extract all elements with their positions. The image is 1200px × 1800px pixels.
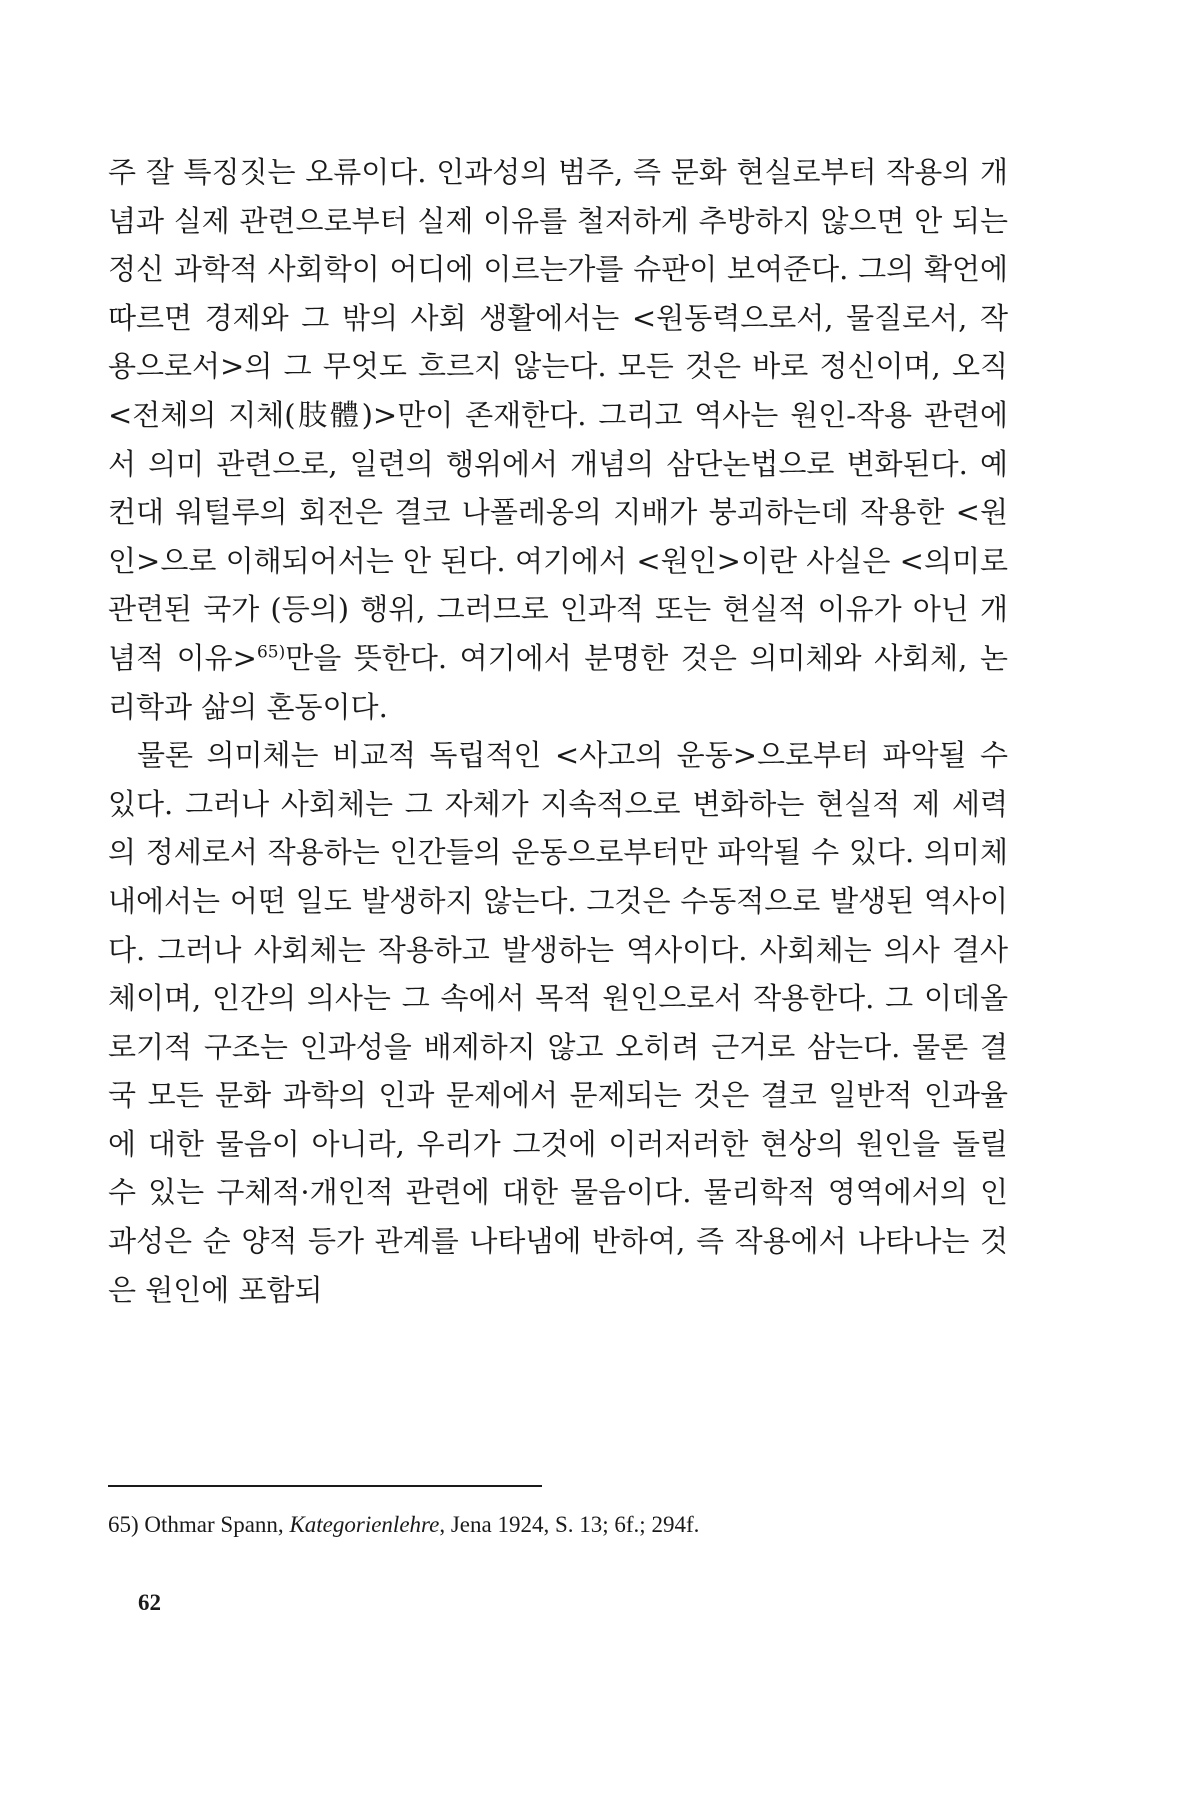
footnote-65 <box>108 1510 1008 1540</box>
footnote-number: 65) <box>108 1512 139 1537</box>
paragraph-1 <box>108 148 1008 731</box>
paragraph-1-text-continued: 만을 뜻한다. 여기에서 분명한 것은 의미체와 사회체, 논리학과 삶의 혼동이다. <box>108 640 1008 724</box>
footnote-details: , Jena 1924, S. 13; 6f.; 294f. <box>439 1512 700 1537</box>
footnote-divider <box>108 1485 542 1487</box>
footnote-title: Kategorienlehre <box>289 1512 440 1537</box>
footnote-reference[interactable]: 65) <box>256 642 286 663</box>
page-body <box>108 148 1008 1314</box>
paragraph-1-text: 주 잘 특징짓는 오류이다. 인과성의 범주, 즉 문화 현실로부터 작용의 개념과 실제 관련으로부터 실제 이유를 철저하게 추방하지 않으면 안 되는 정신 과학적 사회학이 어디에 이르는가를 슈판이 보여준다. 그의 확언에 따르면 경제와 그 밖의 사회 생활에서는 <원동력으로서, 물질로서, 작용으로서>의 그 무엇도 흐르지 않는다. 모든 것은 바로 정신이며, 오직 <전체의 지체(肢體)>만이 존재한다. 그리고 역사는 원인-작용 관련에서 의미 관련으로, 일련의 행위에서 개념의 삼단논법으로 변화된다. 예컨대 워털루의 회전은 결코 나폴레옹의 지배가 붕괴하는데 작용한 <원인>으로 이해되어서는 안 된다. 여기에서 <원인>이란 사실은 <의미로 관련된 국가 (등의) 행위, 그러므로 인과적 또는 현실적 이유가 아닌 개념적 이유> <box>108 155 1008 675</box>
page-number: 62 <box>138 1590 161 1615</box>
footnote-author: Othmar Spann, <box>144 1512 284 1537</box>
paragraph-2: 물론 의미체는 비교적 독립적인 <사고의 운동>으로부터 파악될 수 있다. 그러나 사회체는 그 자체가 지속적으로 변화하는 현실적 제 세력의 정세로서 작용하는 인간들의 운동으로부터만 파악될 수 있다. 의미체 내에서는 어떤 일도 발생하지 않는다. 그것은 수동적으로 발생된 역사이다. 그러나 사회체는 작용하고 발생하는 역사이다. 사회체는 의사 결사체이며, 인간의 의사는 그 속에서 목적 원인으로서 작용한다. 그 이데올로기적 구조는 인과성을 배제하지 않고 오히려 근거로 삼는다. 물론 결국 모든 문화 과학의 인과 문제에서 문제되는 것은 결코 일반적 인과율에 대한 물음이 아니라, 우리가 그것에 이러저러한 현상의 원인을 돌릴 수 있는 구체적·개인적 관련에 대한 물음이다. 물리학적 영역에서의 인과성은 순 양적 등가 관계를 나타냄에 반하여, 즉 작용에서 나타나는 것은 원인에 포함되 <box>108 738 1008 1307</box>
